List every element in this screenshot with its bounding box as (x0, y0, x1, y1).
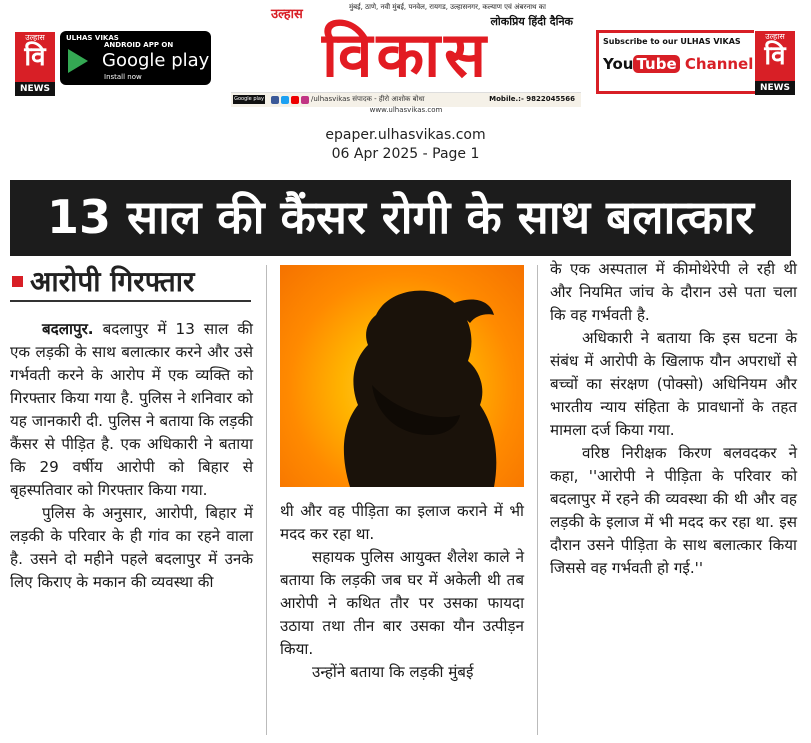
paragraph: के एक अस्पताल में कीमोथेरेपी ले रही थी और नियमित जांच के दौरान उसे पता चला कि वह गर्भवती है. (550, 260, 797, 324)
logo-small-text: उल्हास (765, 32, 785, 41)
install-now-label: Install now (104, 73, 142, 81)
instagram-icon (301, 96, 309, 104)
article-column-2 (280, 500, 524, 684)
paragraph: सहायक पुलिस आयुक्त शैलेश काले ने बताया कि लड़की जब घर में अकेली थी तब आरोपी ने कथित तौर पर उसका फायदा उठाया तथा तीन बार उसका यौन उत्पीड़न किया. (280, 548, 524, 658)
masthead-cities: मुंबई, ठाणे, नवी मुंबई, पनवेल, रायगड, उल्हासनगर, कल्याण एवं अंबरनाथ का (349, 3, 546, 11)
you-text: You (603, 55, 634, 73)
column-divider (266, 265, 267, 735)
article-photo-crying-girl-silhouette (280, 265, 524, 487)
youtube-channel-banner[interactable] (596, 30, 758, 94)
headline-bar (10, 180, 791, 256)
column-divider (537, 265, 538, 735)
masthead-title: विकास (321, 18, 491, 91)
logo-news-label: NEWS (755, 81, 795, 95)
epaper-site[interactable]: epaper.ulhasvikas.com (325, 127, 486, 143)
masthead-editor-info: /ulhasvikas संपादक - हीरो आशोक बोधा (311, 95, 425, 103)
article-column-3 (550, 258, 797, 580)
ulhas-vikas-news-logo-right (754, 30, 796, 93)
logo-small-text: उल्हास (25, 33, 45, 42)
app-name: ULHAS VIKAS (66, 34, 119, 42)
google-play-mini-badge: Google play (234, 96, 264, 102)
logo-news-label: NEWS (15, 82, 55, 96)
paragraph: पुलिस के अनुसार, आरोपी, बिहार में लड़की के परिवार के ही गांव का रहने वाला है. उसने दो महीने पहले बदलापुर में उनके लिए किराए के मकान की व्यवस्था की (10, 504, 253, 591)
logo-letter: वि (24, 42, 46, 72)
article-subhead: आरोपी गिरफ्तार (30, 265, 195, 298)
masthead-mobile: Mobile.:- 9822045566 (489, 95, 575, 103)
masthead-tagline: लोकप्रिय हिंदी दैनिक (490, 15, 573, 28)
android-app-label: ANDROID APP ON (104, 41, 174, 49)
paragraph (10, 318, 253, 502)
paragraph: थी और वह पीड़िता का इलाज कराने में भी मदद कर रहा था. (280, 502, 524, 543)
masthead-info-strip (231, 92, 581, 107)
masthead-website: www.ulhasvikas.com (369, 106, 443, 114)
facebook-icon (271, 96, 279, 104)
google-play-label: Google play (102, 50, 210, 71)
paragraph: अधिकारी ने बताया कि इस घटना के संबंध में आरोपी के खिलाफ यौन अपराधों से बच्चों का संरक्षण (पोक्सो) अधिनियम और भारतीय न्याय संहिता के प्रावधानों के तहत मामला दर्ज किया गया. (550, 329, 797, 439)
subscribe-label: Subscribe to our ULHAS VIKAS (603, 37, 741, 46)
subhead-bullet (12, 276, 23, 287)
newspaper-masthead (231, 0, 581, 115)
paragraph: उन्होंने बताया कि लड़की मुंबई (312, 663, 474, 681)
youtube-logo-text (603, 55, 753, 73)
google-play-app-banner[interactable] (60, 31, 211, 85)
ulhas-vikas-news-logo-left (14, 31, 56, 94)
paragraph: वरिष्ठ निरीक्षक किरण बलवदकर ने कहा, ''आरोपी ने पीड़िता के परिवार को बदलापुर में रहने की व्यवस्था की थी और वह लड़की के इलाज में भी मदद कर रहा था. इस दौरान उसने पीड़िता के साथ बलात्कार किया जिससे वह गर्भवती हो गई.'' (550, 444, 797, 577)
page-date: 06 Apr 2025 - Page 1 (331, 146, 480, 162)
paragraph-text: बदलापुर में 13 साल की एक लड़की के साथ बलात्कार करने और उसे गर्भवती करने के आरोप में एक व्यक्ति को गिरफ्तार किया गया है. पुलिस ने शनिवार को यह जानकारी दी. पुलिस ने बताया कि लड़की कैंसर से पीड़ित है. एक अधिकारी ने बताया कि 29 वर्षीय आरोपी को बिहार से बृहस्पतिवार को गिरफ्तार किया गया. (10, 320, 253, 499)
twitter-icon (281, 96, 289, 104)
dateline: बदलापुर. (42, 320, 94, 338)
google-play-icon (68, 49, 88, 73)
silhouette-icon (280, 265, 524, 487)
article-column-1 (10, 318, 253, 594)
masthead-small-brand: उल्हास (271, 7, 303, 22)
youtube-icon (291, 96, 299, 104)
logo-letter: वि (764, 41, 786, 71)
article-headline: 13 साल की कैंसर रोगी के साथ बलात्कार (47, 190, 754, 244)
channel-text: Channel (684, 55, 754, 73)
tube-text: Tube (633, 55, 679, 73)
subhead-rule (10, 300, 251, 302)
